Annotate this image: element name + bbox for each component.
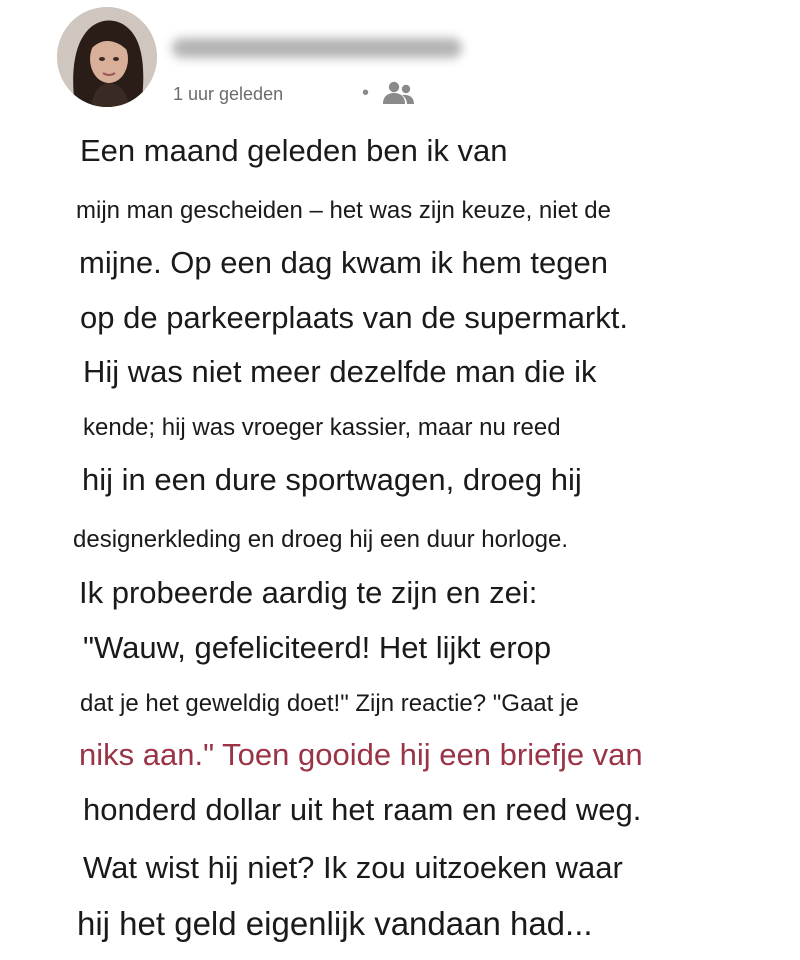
post-body (0, 120, 800, 960)
avatar-photo (57, 7, 157, 107)
post-text-line: Wat wist hij niet? Ik zou uitzoeken waar (83, 850, 623, 885)
author-name[interactable] (172, 38, 462, 58)
post-text-line: Een maand geleden ben ik van (80, 133, 508, 168)
group-icon[interactable] (381, 78, 417, 108)
post-text-line: op de parkeerplaats van de supermarkt. (80, 300, 628, 335)
post-text-line: Ik probeerde aardig te zijn en zei: (79, 575, 538, 610)
post-timestamp[interactable]: 1 uur geleden (173, 84, 284, 104)
post-text-line-highlighted: niks aan." Toen gooide hij een briefje van (79, 737, 643, 772)
post-text-line: kende; hij was vroeger kassier, maar nu reed (83, 414, 561, 441)
separator-dot: • (362, 82, 370, 104)
post-text-line: mijn man gescheiden – het was zijn keuze, niet de (76, 197, 611, 224)
post-text-line: mijne. Op een dag kwam ik hem tegen (79, 245, 608, 280)
post-text-line: Hij was niet meer dezelfde man die ik (83, 354, 597, 389)
post-header (0, 0, 800, 120)
post-text-line: honderd dollar uit het raam en reed weg. (83, 792, 642, 827)
post-text-line: "Wauw, gefeliciteerd! Het lijkt erop (83, 630, 552, 665)
post-text-line: designerkleding en droeg hij een duur horloge. (73, 526, 569, 553)
post-text-line: hij het geld eigenlijk vandaan had... (77, 905, 593, 942)
post-text-line: hij in een dure sportwagen, droeg hij (82, 462, 582, 497)
post-text-line: dat je het geweldig doet!" Zijn reactie? "Gaat je (80, 690, 579, 717)
avatar[interactable] (57, 7, 157, 107)
